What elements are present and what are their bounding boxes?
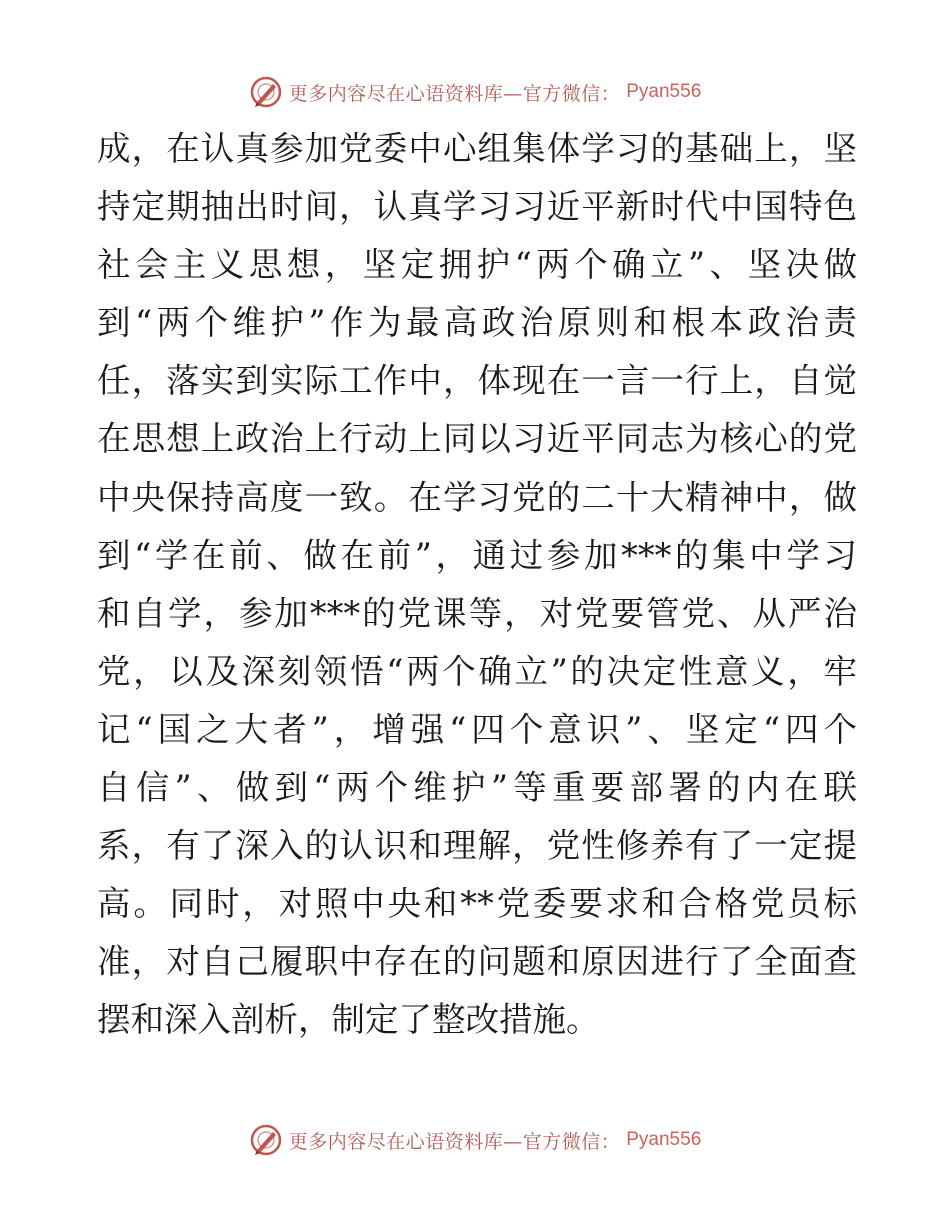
- text-line: 自信”、做到“两个维护”等重要部署的内在联: [97, 768, 857, 808]
- watermark-wechat-id: Pyan556: [626, 81, 702, 102]
- text-line: 成，在认真参加党委中心组集体学习的基础上，坚: [97, 129, 857, 168]
- pen-logo-icon: [249, 75, 283, 109]
- watermark-wechat-id: Pyan556: [626, 1129, 702, 1150]
- text-line: 党，以及深刻领悟“两个确立”的决定性意义，牢: [97, 651, 857, 691]
- text-line: 任，落实到实际工作中，体现在一言一行上，自觉: [97, 361, 857, 401]
- text-line: 中央保持高度一致。在学习党的二十大精神中，做: [97, 477, 857, 517]
- document-paragraph: [97, 120, 857, 1050]
- watermark-text: 更多内容尽在心语资料库—官方微信：: [288, 82, 621, 105]
- text-line: 系，有了深入的认识和理解，党性修养有了一定提: [97, 826, 857, 866]
- text-line: 到“两个维护”作为最高政治原则和根本政治责: [97, 303, 857, 343]
- text-line: 准，对自己履职中存在的问题和原因进行了全面查: [97, 942, 857, 982]
- text-line: 记“国之大者”，增强“四个意识”、坚定“四个: [97, 709, 857, 749]
- pen-logo-icon: [249, 1123, 283, 1157]
- text-line: 和自学，参加***的党课等，对党要管党、从严治: [97, 593, 857, 633]
- footer-watermark: [0, 1120, 950, 1160]
- header-watermark: [0, 72, 950, 112]
- text-line: 到“学在前、做在前”，通过参加***的集中学习: [97, 535, 857, 575]
- text-line: 持定期抽出时间，认真学习习近平新时代中国特色: [97, 187, 857, 227]
- text-line: 在思想上政治上行动上同以习近平同志为核心的党: [97, 419, 857, 459]
- text-line: 高。同时，对照中央和**党委要求和合格党员标: [97, 884, 857, 924]
- text-line: 摆和深入剖析，制定了整改措施。: [97, 1000, 600, 1040]
- watermark-text: 更多内容尽在心语资料库—官方微信：: [288, 1130, 621, 1153]
- text-line: 社会主义思想，坚定拥护“两个确立”、坚决做: [97, 245, 857, 285]
